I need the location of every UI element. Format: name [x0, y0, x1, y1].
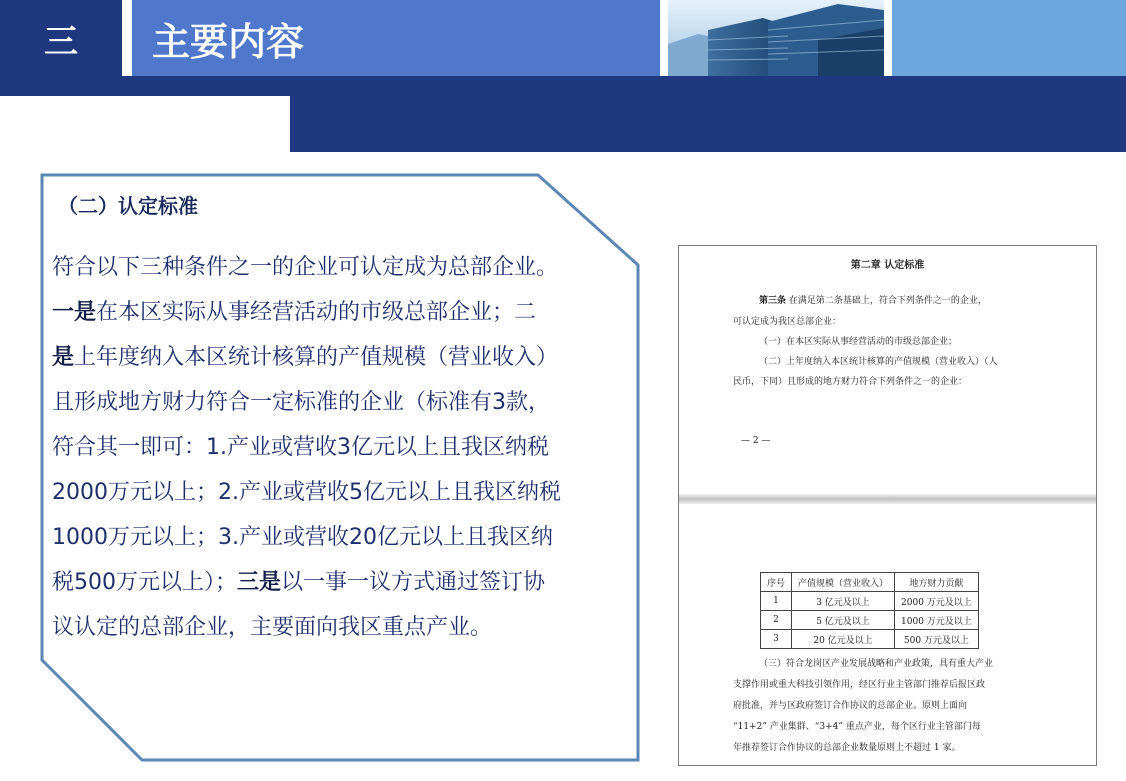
- table-row: [761, 630, 979, 649]
- doc-line: 支撑作用或重大科技引领作用，经区行业主管部门推荐后报区政: [733, 680, 986, 690]
- doc-line: “11+2” 产业集群、“3+4” 重点产业，每个区行业主管部门每: [733, 722, 981, 732]
- table-header: 产值规模（营业收入）: [792, 573, 895, 592]
- criteria-text: [52, 245, 632, 650]
- table-cell: 2: [761, 611, 792, 630]
- table-header: 序号: [761, 573, 792, 592]
- doc-line: 府批准，并与区政府签订合作协议的总部企业。原则上面向: [733, 701, 968, 711]
- content-panel: [52, 190, 632, 650]
- table-row: [761, 611, 979, 630]
- doc-line: 可认定成为我区总部企业：: [733, 317, 842, 327]
- table-cell: 1: [761, 592, 792, 611]
- table-cell: 2000 万元及以上: [895, 592, 979, 611]
- doc-line: （一）在本区实际从事经营活动的市级总部企业；: [759, 337, 958, 347]
- table-cell: 500 万元及以上: [895, 630, 979, 649]
- section-heading: （二）认定标准: [58, 194, 198, 218]
- table-header: 地方财力贡献: [895, 573, 979, 592]
- article-label: 第三条: [759, 296, 787, 306]
- doc-line: [759, 293, 987, 306]
- text-line: 一是在本区实际从事经营活动的市级总部企业；二: [52, 300, 537, 325]
- section-number: 三: [0, 0, 122, 76]
- table-cell: 3: [761, 630, 792, 649]
- text-line: 税500万元以上）；三是以一事一议方式通过签订协: [52, 570, 546, 595]
- table-cell: 5 亿元及以上: [792, 611, 895, 630]
- article-text: 在满足第二条基础上，符合下列条件之一的企业，: [788, 296, 987, 306]
- doc-line: （三）符合龙岗区产业发展战略和产业政策，具有重大产业: [759, 659, 994, 669]
- doc-line: 民币，下同）且形成的地方财力符合下列条件之一的企业：: [733, 377, 968, 387]
- table-cell: 3 亿元及以上: [792, 592, 895, 611]
- page-separator: [679, 494, 1096, 504]
- page-title: 主要内容: [132, 0, 660, 76]
- regulation-document-image: [678, 245, 1097, 766]
- text-line: 且形成地方财力符合一定标准的企业（标准有3款，: [52, 390, 550, 415]
- text-line: 符合以下三种条件之一的企业可认定成为总部企业。: [52, 255, 559, 280]
- text-line: 符合其一即可：1.产业或营收3亿元以上且我区纳税: [52, 435, 549, 460]
- page-number: — 2 —: [741, 436, 771, 446]
- table-cell: 20 亿元及以上: [792, 630, 895, 649]
- text-line: 是上年度纳入本区统计核算的产值规模（营业收入）: [52, 345, 559, 370]
- table-row: [761, 592, 979, 611]
- criteria-table: [760, 572, 979, 649]
- chapter-heading: 第二章 认定标准: [850, 260, 925, 271]
- table-cell: 1000 万元及以上: [895, 611, 979, 630]
- doc-line: 年推荐签订合作协议的总部企业数量原则上不超过 1 家。: [733, 743, 961, 753]
- text-line: 2000万元以上；2.产业或营收5亿元以上且我区纳税: [52, 480, 561, 505]
- doc-line: （二）上年度纳入本区统计核算的产值规模（营业收入）（人: [759, 357, 998, 367]
- text-line: 1000万元以上；3.产业或营收20亿元以上且我区纳: [52, 525, 553, 550]
- table-header-row: [761, 573, 979, 592]
- text-line: 议认定的总部企业，主要面向我区重点产业。: [52, 615, 493, 640]
